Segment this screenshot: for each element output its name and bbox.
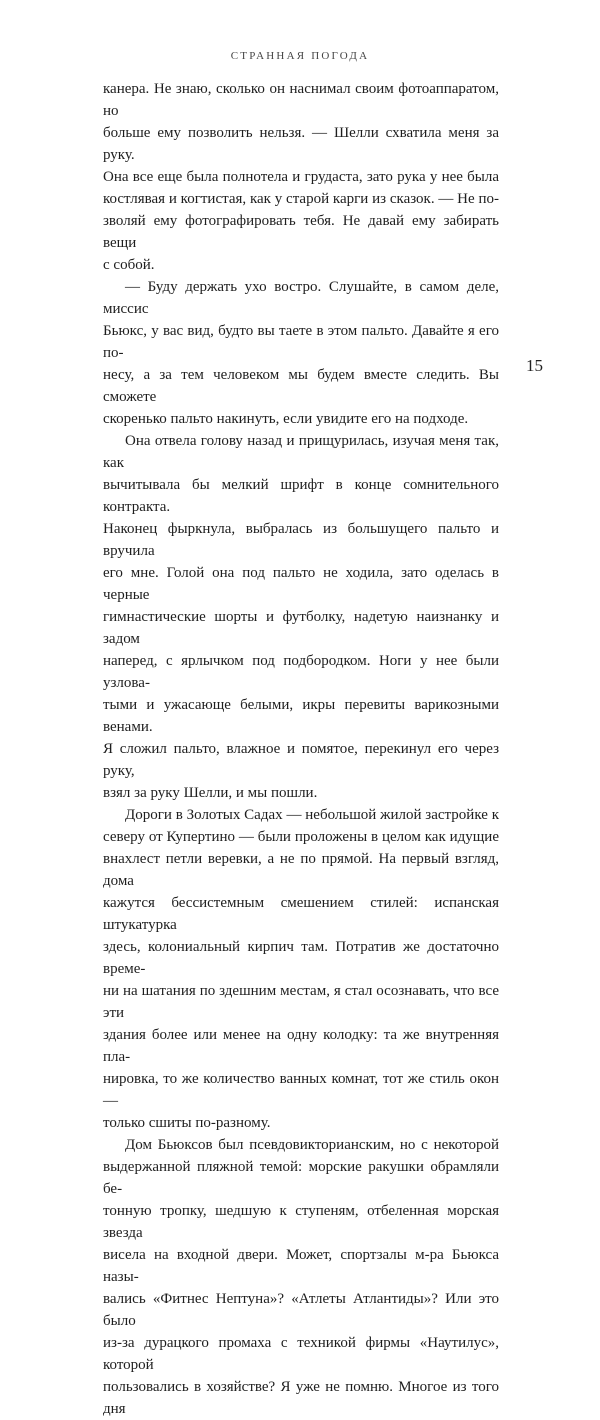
- text-line: Она все еще была полнотела и грудаста, зато рука у нее была: [103, 169, 499, 185]
- text-line: кажутся бессистемным смешением стилей: испанская штукатурка: [103, 895, 499, 933]
- text-line: тыми и ужасающе белыми, икры перевиты варикозными венами.: [103, 697, 499, 735]
- text-line: наперед, с ярлычком под подбородком. Ноги у нее были узлова-: [103, 653, 499, 691]
- page-number: 15: [526, 356, 543, 375]
- text-line: Наконец фыркнула, выбралась из большущего пальто и вручила: [103, 521, 499, 559]
- body-text: [103, 78, 499, 1420]
- text-line: северу от Купертино — были проложены в целом как идущие: [103, 829, 499, 845]
- text-line: пользовались в хозяйстве? Я уже не помню. Многое из того дня: [103, 1379, 499, 1417]
- text-line: Дороги в Золотых Садах — небольшой жилой застройке к: [125, 807, 499, 823]
- text-line: вычитывала бы мелкий шрифт в конце сомнительного контракта.: [103, 477, 499, 515]
- text-line: висела на входной двери. Может, спортзалы м-ра Бьюкса назы-: [103, 1247, 499, 1285]
- text-line: гимнастические шорты и футболку, надетую наизнанку и задом: [103, 609, 499, 647]
- text-line: несу, а за тем человеком мы будем вместе следить. Вы сможете: [103, 367, 499, 405]
- text-line: Она отвела голову назад и прищурилась, изучая меня так, как: [103, 433, 499, 471]
- text-line: из-за дурацкого промаха с техникой фирмы «Наутилус», которой: [103, 1335, 499, 1373]
- text-line: взял за руку Шелли, и мы пошли.: [103, 785, 318, 801]
- text-line: Бьюкс, у вас вид, будто вы таете в этом пальто. Давайте я его по-: [103, 323, 499, 361]
- text-line: Я сложил пальто, влажное и помятое, перекинул его через руку,: [103, 741, 499, 779]
- text-line: — Буду держать ухо востро. Слушайте, в самом деле, миссис: [103, 279, 499, 317]
- text-line: только сшиты по-разному.: [103, 1115, 271, 1131]
- text-line: Дом Бьюксов был псевдовикторианским, но с некоторой: [125, 1137, 499, 1153]
- text-line: с собой.: [103, 257, 155, 273]
- text-line: здесь, колониальный кирпич там. Потратив же достаточно време-: [103, 939, 499, 977]
- text-line: зволяй ему фотографировать тебя. Не давай ему забирать вещи: [103, 213, 499, 251]
- text-line: его мне. Голой она под пальто не ходила, зато оделась в черные: [103, 565, 499, 603]
- running-header: СТРАННАЯ ПОГОДА: [230, 50, 370, 62]
- text-line: вались «Фитнес Нептуна»? «Атлеты Атлантиды»? Или это было: [103, 1291, 499, 1329]
- text-line: больше ему позволить нельзя. — Шелли схватила меня за руку.: [103, 125, 499, 163]
- text-line: костлявая и когтистая, как у старой карги из сказок. — Не по-: [103, 191, 499, 207]
- text-line: канера. Не знаю, сколько он наснимал своим фотоаппаратом, но: [103, 81, 499, 119]
- text-line: скоренько пальто накинуть, если увидите его на подходе.: [103, 411, 469, 427]
- text-line: ни на шатания по здешним местам, я стал осознавать, что все эти: [103, 983, 499, 1021]
- text-line: внахлест петли веревки, а не по прямой. На первый взгляд, дома: [103, 851, 499, 889]
- text-line: здания более или менее на одну колодку: та же внутренняя пла-: [103, 1027, 499, 1065]
- text-line: тонную тропку, шедшую к ступеням, отбеленная морская звезда: [103, 1203, 499, 1241]
- text-line: нировка, то же количество ванных комнат, тот же стиль окон —: [103, 1071, 499, 1109]
- text-line: выдержанной пляжной темой: морские ракушки обрамляли бе-: [103, 1159, 499, 1197]
